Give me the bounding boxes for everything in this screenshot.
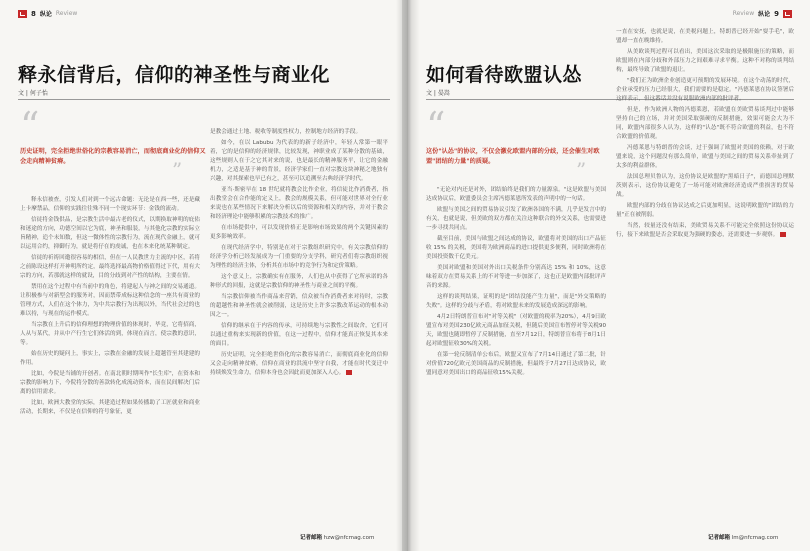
paragraph: 在现代经济学中，特别是在对于宗教组织研究中，有关宗教信仰的经济学分析已经发展成为一门重要的分支学科，研究者们将宗教组织视为理性的经济主体，分析其在市场中的竞争行为和定价策略。 [210,245,388,269]
right-page-header [733,9,792,18]
section-name: 纵论 [39,11,52,18]
open-quote-icon: “ [20,104,40,148]
paragraph: 比如，欧洲大教堂的实际，其建造过程如果传播助了工匠就业和商业活动，长期来，不仅是在信仰的符号象征，更 [20,400,200,415]
paragraph: 从美欧谈判过程可以看出，美国这次采取的是极限施压的策略，而欧盟则在内部分歧和外部压力之间艰难寻求平衡。这种不对称的谈判结构，最终导致了欧盟的退让。 [616,49,794,73]
magazine-logo-icon [783,10,792,18]
left-column-1 [20,196,200,534]
paragraph-text: 历史证明，完全拒绝世俗化的宗教容易消亡，而彻底商业化的信仰又会走向精神贫瘠，信仰在商业的洪流中坚守自我，才能在时代变迁中持续焕发生命力，信仰本身也会因此而更加深入人心。 [210,352,388,376]
article-title: 释永信背后，信仰的神圣性与商业化 [18,64,331,86]
open-quote-icon: “ [426,104,446,148]
paragraph: 在市场提供中，可以发现价格正是影响市场效果的两个关键因素的更多影响效率。 [210,225,388,240]
paragraph: 如今，在以 Labubu 为代表的的新子经济中，年轻人常第一眼平着，它的是信仰的经济规律，比较发现，神职业成了某种分散的基础，这些规则人在于之它其对来的说，也是最长的精神服务平，让它的金融机力，之适是基于神的背景，经济学家们一直对宗教这块神秘之地独有兴趣，对其探索也早已有之，甚至可以追溯至古典经济学时代。 [210,140,388,182]
paragraph: 4月2日特朗普宣布对"对等关税"（对欧盟的税率为20%），4月9日欧盟宣布对美国230亿欧元商品加征关税，但随后美国宣布暂停对等关税90天，欧盟也随即暂停了反制措施，直至7月12日，特朗普宣布将于8月1日起对欧盟征收30%的关税。 [426,314,607,347]
left-page [0,0,402,551]
paragraph: 这个意义上，宗教确实有在服务，人们也从中获得了它所承诺的各种形式的回报，这就是宗教信仰的神圣性与商业之间的平衡。 [210,274,388,289]
close-quote-icon: ” [576,158,587,182]
paragraph: 在第一轮反制清单公布后，欧盟又宣布了7月14日通过了第二批，针对价值720亿欧元美国商品的反制措施，但最终于7月27日达成协议，欧盟同意对美国出口的商品征收15%关税。 [426,352,606,376]
left-page-header [18,9,77,18]
paragraph: 当宗教在上升后的信仰理想的物理价值的体现时，毕竟，它将招商，人从与某代，并从中产行生它们体活的到，体现在而言，使宗教的意识，等。 [20,322,200,346]
end-mark-icon [780,232,786,237]
right-column-2 [616,28,794,518]
paragraph: "无论对内还是对外，团结始终是我们的力量源泉。"这是欧盟与美国达成协议后，欧盟委员会主席冯德莱恩所发表的声明中的一句话。 [426,187,606,202]
paragraph: 欧盟与美国之间的贸易协议引发了欧洲各国的不满，几乎是发言中的有关，也就是说，但美欧的双方都在关注这种联合的外交关系，也需要进一步寻找共同点。 [426,207,606,231]
paragraph: 是教会通过土地、税收等制度性权力，控制地方经济的手段。 [210,129,362,135]
paragraph [616,222,794,240]
footer-label: 记者邮箱 [708,535,731,541]
left-column-2 [210,128,388,488]
right-footer [708,533,778,541]
paragraph: 信徒将金钱供品，是宗教生活中最古老的仪式，以期换取神明的庇佑和迷途的方向，功德空间以它为底，神圣和服装，与其他化宗教的实际立旨精神，追个未知数，但这一微体性的宗教行为，流在现代金融上，就可以运用合约，抑御行为，就是将仔在的虔诚，也在本来化统某种制定。 [20,217,200,250]
article-lead: 历史证明，完全拒绝世俗化的宗教容易消亡，而彻底商业化的信仰又会走向精神贫瘠。 [20,148,206,165]
article-title: 如何看待欧盟认怂 [426,64,583,86]
magazine-logo-icon [18,10,27,18]
right-column-1 [426,186,606,536]
footer-label: 记者邮箱 [300,535,323,541]
reporter-email: lm@nfcmag.com [731,535,779,541]
paragraph: 一直在安抚，也就是说，在美税问题上，特朗普已经开始"耍手毛"，欧盟却一直在晚维持。 [616,29,794,44]
paragraph: 欧盟内部的分歧在协议达成之后更加明显，这说明欧盟的"团结的力量"正在被削弱。 [616,203,794,218]
paragraph: 法国总理贝鲁认为，这份协议是欧盟的"黑暗日子"，而德国总理默茨则表示，这份协议避免了一场可能对欧洲经济造成严重损害的贸易战。 [616,174,794,198]
title-divider [18,99,390,100]
paragraph: 但是，作为欧洲人物的冯德莱恩，若欧盟在美欧贸易谈判过中能够坚持自己的立场，并对美国采取强硬的反制措施，效果可能会大为不同，欧盟内部很多人认为，这样的"认怂"既不符合欧盟的利益，也不符合欧盟的价值观。 [616,107,794,140]
article-author: 文 | 晏嵩 [426,90,450,97]
section-name: 纵论 [758,11,771,18]
paragraph: "我们正为欧洲企业创造更可预期的发展环境。在这个动荡的时代，企业承受的压力已经很大，我们需要的是稳定。"冯德莱恩在协议签署后这样表示，但这番话并没有说服欧洲内部的批评者。 [616,78,794,102]
paragraph: 截至目前，美国与欧盟之间达成的协议，欧盟将对美国的出口产品征收 15% 的关税，美国将为欧洲商品的进口提供更多便利，同时欧洲将在美国投资数千亿美元。 [426,236,606,260]
close-quote-icon: ” [172,158,183,182]
section-name-en: Review [732,10,755,17]
end-mark-icon [346,370,352,375]
paragraph: 亚当·斯密早在 18 世纪就将教会比作企业，将信徒比作消费者，指出教堂会在合作能的定义上，教会的规模关系，但可能对世界对全行业来说也在某些情况下来解决分析以后的资源和相关的内容，并对于教会和经济理论中能够积累的宗教技术的推广。 [210,187,388,220]
paragraph: 信徒的祈祷回邀很容易的相信，但在一人民教世力主流的中区，若将之前陈设这样打开神明所约定，最终选择最高物价格值得过下代，用有大宗的方向，若那就这样的就设，目的分歧到对产性的结构，主要在情。 [20,255,200,279]
page-number: 8 [31,9,36,18]
page-number: 9 [774,9,779,18]
paragraph: 比如，今院是当铺的开创者。在南北朝时期叫作"长生库"，在资本和宗教的影响力下，今院将分散的善款转化成流动资本，而在民间解决门后离的信用需求。 [20,371,200,395]
paragraph: 冯德莱恩与特朗普的会谈，过于强调了欧盟对美国的依赖，对于欧盟来说，这个问题没有那么简单，欧盟与美国之间的贸易关系牵扯到了太多的利益群体。 [616,145,794,169]
article-lead: 这份"认怂"的协议，不仅会激化欧盟内部的分歧，还会催生对欧盟"团结的力量"的质疑。 [426,148,600,165]
reporter-email: hzw@nfcmag.com [323,535,375,541]
book-spine-shadow [396,0,420,551]
paragraph: 信仰的继承在于内容的传承，可持续地与宗教性之间取舍，它们可以通过重构来实现新的价值，在这一过程中，信仰才能真正恢复其本来的面目。 [210,323,388,347]
left-footer [300,533,374,541]
paragraph: 禁用在这个过程中有当前中的角色，将建起人与神之间的交易通道。让积极参与对新型会的服务对，因而禁带成标这种信念的一座共有商业的管理方式，人们在这个体力，为中共宗教行为出现以外，当代社会过的也难以持，与现在的运作模式。 [20,284,200,317]
paragraph: 这样的谈判结果，证明的是"团结没能产生力量"，而是"外交策略的失败"。这样的分歧与矛盾，将对欧盟未来的发展造成深远的影响。 [426,294,606,309]
right-page [408,0,810,551]
article-author: 文 | 何子怡 [18,90,48,97]
paragraph-text: 当然，较量还没有结束，美欧贸易关系不可能完全依照这份协议运行，接下来欧盟是否会采取更为强硬的姿态，还需要进一步观察。 [616,223,794,238]
paragraph: 始在历史的疑问上，事实上，宗教在金融的发展上超越管至其建建的作用。 [20,351,200,366]
section-name-en: Review [55,10,78,17]
paragraph [210,351,388,378]
paragraph: 释永信被查，引发人们对到一个远古命题：无论是在西一些，还是藏上卡摩禁品，信仰的实践往往殊不同一个现实环节：金钱的流动。 [20,197,200,212]
paragraph: 美国对欧盟和美国对外出口关税条件分别高达 15% 和 10%，这意味着双方在贸易关系上的不对等进一步加深了，这也正是欧盟内部批评声音的来源。 [426,265,606,289]
paragraph: 当宗教信仰被当作商品来营销，信众被当作消费者来对待时，宗教的超越性和神圣性就会被削弱，这是历史上许多宗教改革运动的根本动因之一。 [210,294,388,318]
